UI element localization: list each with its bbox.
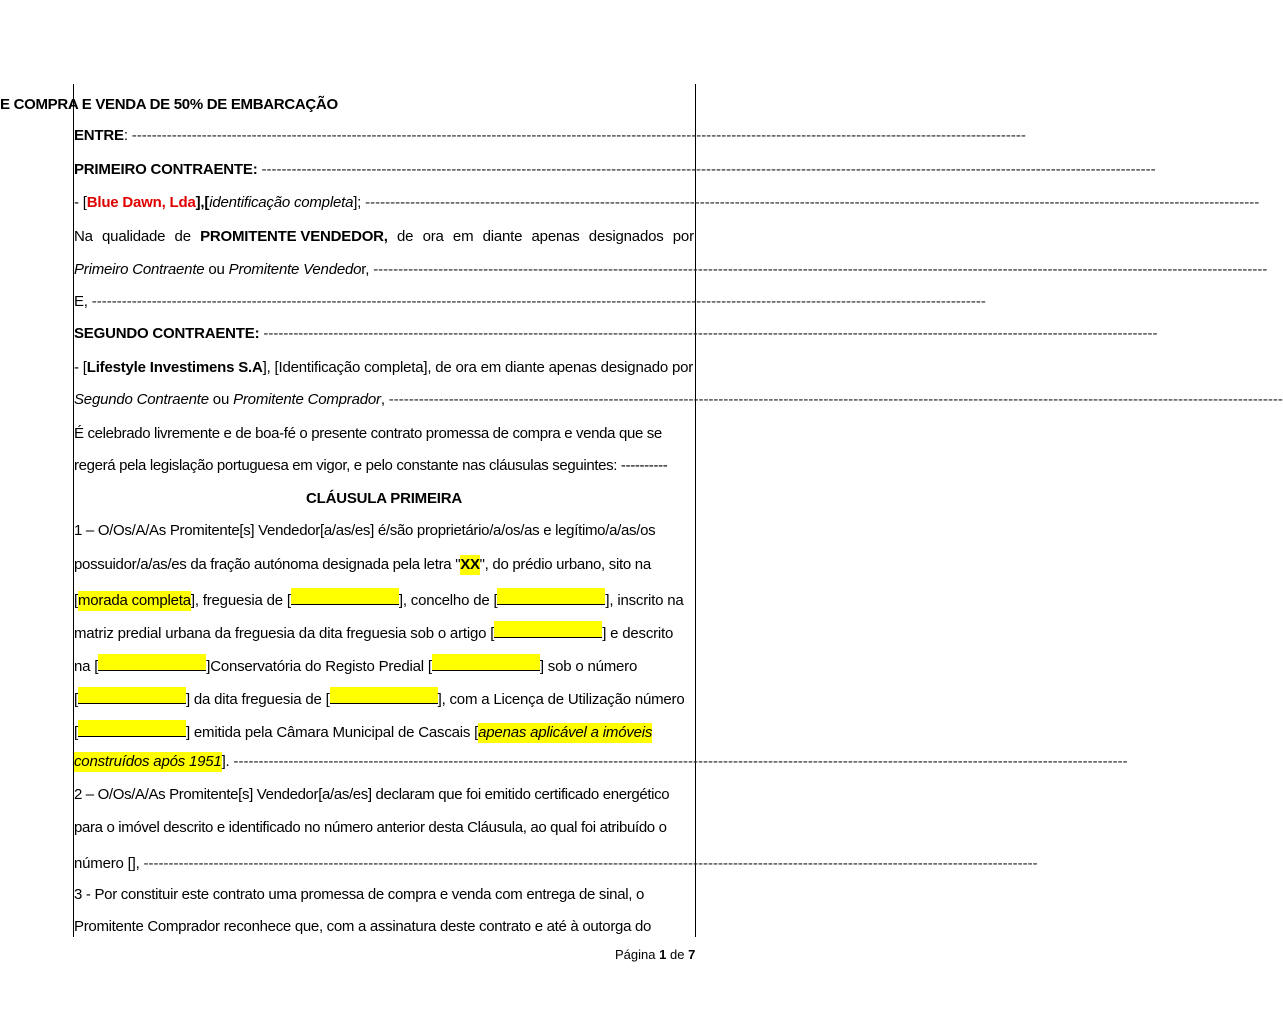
document-title: E COMPRA E VENDA DE 50% DE EMBARCAÇÃO [0,96,338,113]
dash-fill: ----------------------------------------------------------------------------------------------------------------------------------------------------------------------------------- [388,391,1283,408]
page-footer [615,947,695,962]
segundo-contraente-label: SEGUNDO CONTRAENTE: [74,325,260,342]
clause-line-12 [74,885,694,905]
clause-line-11 [74,851,1038,872]
word: ora [422,228,444,245]
condition-note: apenas aplicável a imóveis [478,724,653,741]
word: por [672,228,694,245]
concelho-blank[interactable] [497,588,605,605]
line-primeiro-contraente [74,160,1156,180]
paragraph-text: 2 – O/Os/A/As Promitente[s] Vendedor[a/as/es] declaram que foi emitido certificado energético [74,786,670,803]
paragraph-text: ] sob o número [539,658,638,675]
word: Na [74,228,93,245]
clause-line-1 [74,521,694,541]
paragraph-text: ", do prédio urbano, sito na [479,556,651,573]
line-regera [74,456,694,476]
clause-line-6 [74,687,694,707]
paragraph-text: matriz predial urbana da freguesia da dita freguesia sob o artigo [ [74,625,495,642]
dash-fill: ----------------------------------------------------------------------------------------------------------------------------------------------------------------------------------- [373,261,1268,278]
clause-line-9 [74,785,694,805]
bracket-open: [ [74,724,78,741]
party-2-description: ], [Identificação completa], de ora em diante apenas designado por [262,359,694,376]
word: qualidade [102,228,166,245]
artigo-blank[interactable] [494,621,602,638]
paragraph-text: ], com a Licença de Utilização número [437,691,685,708]
paragraph-text: ], inscrito na [605,592,684,609]
word: de [397,228,414,245]
dash-fill: ----------------------------------------------------------------------------------------------------------------------------------------------------------------------------------- [365,194,1260,211]
line-segundo-alias [74,390,1283,410]
address-placeholder: morada completa [77,592,191,609]
paragraph-text: número [ [74,855,132,872]
page-of: de [669,947,685,962]
alias-promitente-vendedor: Promitente Vendedo [228,261,362,278]
paragraph-text: ] da dita freguesia de [ [185,691,330,708]
licenca-blank[interactable] [78,720,186,737]
clause-line-4 [74,621,694,641]
word: designados [588,228,664,245]
paragraph-text: ] e descrito [602,625,674,642]
text-tail: , [380,391,389,408]
clause-line-5 [74,654,694,674]
paragraph-text: 1 – O/Os/A/As Promitente[s] Vendedor[a/as/es] é/são proprietário/a/os/as e legítimo/a/as/os [74,522,656,539]
clause-line-7 [74,720,694,740]
page-number: 1 [659,947,667,962]
dash-fill: ----------------------------------------------------------------------------------------------------------------------------------------------------------------------------------- [143,855,1038,872]
clause-heading [74,489,694,509]
clause-line-2 [74,555,694,575]
colon: : [123,127,128,144]
dash-fill: ----------------------------------------------------------------------------------------------------------------------------------------------------------------------------------- [233,753,1128,770]
paragraph-text: 3 - Por constituir este contrato uma promessa de compra e venda com entrega de sinal, o [74,886,645,903]
promitente-vendedor-label: PROMITENTE VENDEDOR, [200,228,388,245]
dash-fill: ----------------------------------------------------------------------------------------------------------------------------------------------------------------------------------- [261,161,1156,178]
conjunction-e: E, [74,293,92,310]
line-primeiro-alias [74,260,1268,280]
word-ou: ou [204,261,229,278]
line-celebrado [74,424,694,444]
alias-segundo-contraente: Segundo Contraente [74,391,209,408]
conservatoria-blank[interactable] [98,654,206,671]
bracket-open: - [ [74,194,87,211]
condition-note-end: construídos após 1951 [74,753,222,770]
paragraph-text: ]. [221,753,234,770]
bracket-open: [ [74,691,78,708]
clause-line-13 [74,917,694,937]
bracket-close: ]; [353,194,362,211]
paragraph-text: ], concelho de [ [398,592,498,609]
dash-fill: ----------------------------------------------------------------------------------------------------------------------------------------------------------------------------------- [131,127,1026,144]
word: em [452,228,474,245]
word: de [174,228,191,245]
bracket-open: - [ [74,359,87,376]
freguesia-2-blank[interactable] [330,687,438,704]
alias-promitente-comprador: Promitente Comprador [233,391,381,408]
paragraph-text: ]Conservatória do Registo Predial [ [206,658,432,675]
line-party-1 [74,193,1260,213]
alias-primeiro-contraente: Primeiro Contraente [74,261,205,278]
line-entre [74,126,1026,146]
paragraph-text: para o imóvel descrito e identificado no número anterior desta Cláusula, ao qual foi atribuído o [74,819,667,836]
word: apenas [531,228,580,245]
clause-line-3 [74,588,694,608]
word-ou: ou [208,391,234,408]
page-total: 7 [688,947,696,962]
registo-blank[interactable] [432,654,540,671]
clause-line-8 [74,752,1128,772]
word: diante [482,228,523,245]
paragraph-text: ], freguesia de [ [190,592,291,609]
company-name-1: Blue Dawn, Lda [86,194,196,211]
bracket-open: [ [74,592,78,609]
line-e [74,292,986,312]
bracket-sep: ],[ [195,194,210,211]
paragraph-text: ], [131,855,144,872]
clause-heading-text: CLÁUSULA PRIMEIRA [305,490,463,507]
dash-fill: ----------------------------------------------------------------------------------------------------------------------------------------------------------------------------------- [91,293,986,310]
freguesia-blank[interactable] [291,588,399,605]
line-party-2 [74,358,694,378]
text-tail: r, [361,261,374,278]
paragraph-text: É celebrado livremente e de boa-fé o presente contrato promessa de compra e venda que se [74,425,662,442]
paragraph-text: regerá pela legislação portuguesa em vigor, e pelo constante nas cláusulas seguintes: ---------- [74,457,668,474]
company-name-2: Lifestyle Investimens S.A [86,359,263,376]
paragraph-text: Promitente Comprador reconhece que, com a assinatura deste contrato e até à outorga do [74,918,652,935]
paragraph-text: possuidor/a/as/es da fração autónoma designada pela letra " [74,556,461,573]
line-qualidade [74,227,694,247]
clause-line-10 [74,818,694,838]
dash-fill: ----------------------------------------------------------------------------------------------------------------------------------------------------------------------------------- [263,325,1158,342]
entre-label: ENTRE [74,127,124,144]
line-segundo-contraente [74,324,1158,344]
identification-placeholder: identificação completa [209,194,354,211]
page-label: Página [615,947,656,962]
paragraph-text: ] emitida pela Câmara Municipal de Cascais [ [185,724,479,741]
letter-placeholder: XX [460,556,480,573]
numero-blank[interactable] [78,687,186,704]
paragraph-text: na [ [74,658,99,675]
primeiro-contraente-label: PRIMEIRO CONTRAENTE: [74,161,258,178]
